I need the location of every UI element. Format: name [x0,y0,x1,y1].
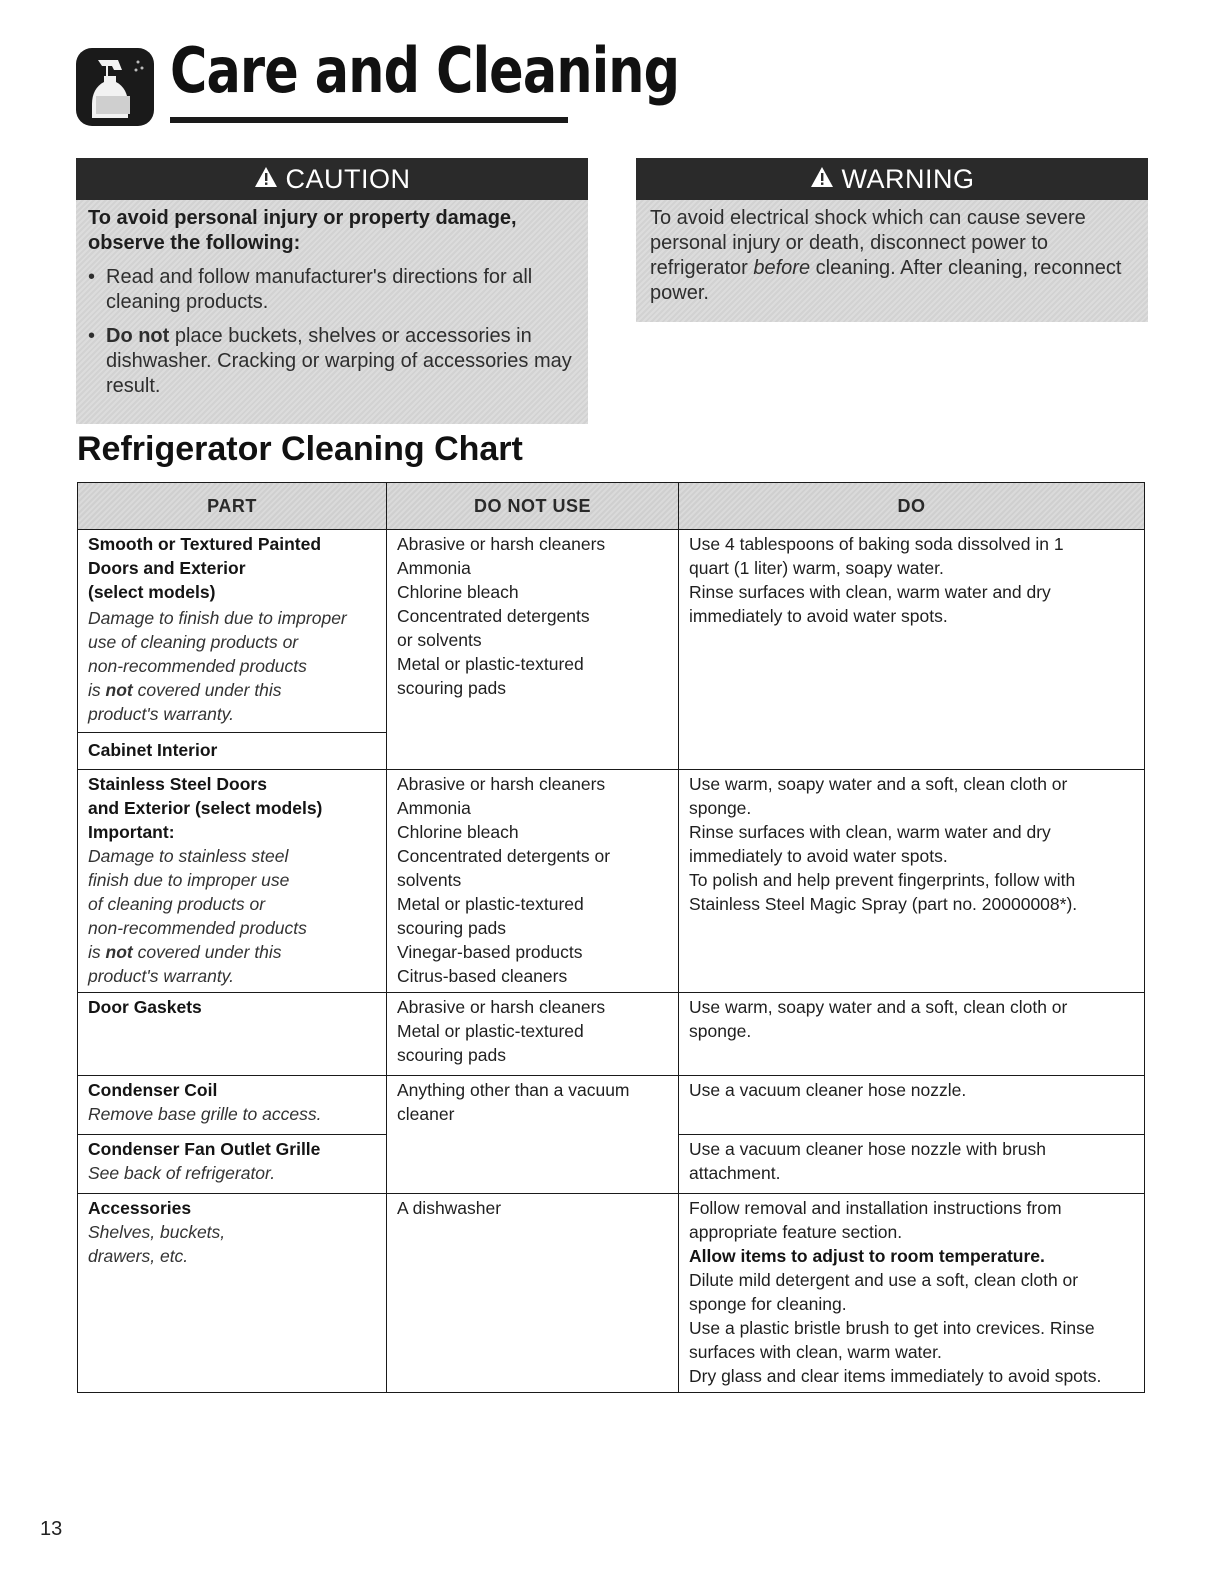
spray-bottle-icon [76,48,154,126]
table-row [78,530,1145,733]
cleaning-chart-table [77,482,1145,1393]
do-cell: Follow removal and installation instructions from appropriate feature section. Allow items to adjust to room temperature. Dilute mild detergent and use a soft, clean cloth or sponge for cleaning. Use a plastic bristle brush to get into crevices. Rinse surfaces with clean, warm water. Dry glass and clear items immediately to avoid spots. [679,1194,1145,1393]
do-cell: Use a vacuum cleaner hose nozzle with brush attachment. [679,1135,1145,1194]
part-cell: Condenser Fan Outlet Grille See back of refrigerator. [78,1135,387,1194]
caution-box [76,158,588,424]
do-cell: Use warm, soapy water and a soft, clean cloth or sponge. Rinse surfaces with clean, warm water and dry immediately to avoid water spots. To polish and help prevent fingerprints, follow with Stainless Steel Magic Spray (part no. 20000008*). [679,770,1145,993]
page-title: Care and Cleaning [170,34,680,107]
do-not-use-cell: Abrasive or harsh cleaners Metal or plastic-textured scouring pads [387,993,679,1076]
title-underline [170,117,568,123]
warning-title: WARNING [841,163,975,194]
part-cell: Smooth or Textured Painted Doors and Exterior (select models) Damage to finish due to improper use of cleaning products or non-recommended products is not covered under this product's warranty. [78,530,387,733]
caution-item: • Do not place buckets, shelves or accessories in dishwasher. Cracking or warping of accessories may result. [88,325,572,397]
warning-triangle-icon [810,164,834,195]
column-header-part: PART [78,483,387,530]
do-not-use-cell: A dishwasher [387,1194,679,1393]
table-row [78,770,1145,993]
warning-body: To avoid electrical shock which can cause severe personal injury or death, disconnect power to refrigerator before cleaning. After cleaning, reconnect power. [636,200,1148,322]
do-not-use-cell: Abrasive or harsh cleaners Ammonia Chlorine bleach Concentrated detergents or solvents Metal or plastic-textured scouring pads Vinegar-based products Citrus-based cleaners [387,770,679,993]
warning-box [636,158,1148,322]
table-row [78,993,1145,1076]
do-not-use-cell: Abrasive or harsh cleaners Ammonia Chlorine bleach Concentrated detergents or solvents Metal or plastic-textured scouring pads [387,530,679,770]
caution-title: CAUTION [285,163,411,194]
page-number: 13 [40,1518,63,1540]
part-cell: Stainless Steel Doors and Exterior (select models) Important: Damage to stainless steel finish due to improper use of cleaning products or non-recommended products is not covered under this product's warranty. [78,770,387,993]
do-cell: Use 4 tablespoons of baking soda dissolved in 1 quart (1 liter) warm, soapy water. Rinse surfaces with clean, warm water and dry immediately to avoid water spots. [679,530,1145,770]
warning-triangle-icon [254,164,278,195]
column-header-do-not-use: DO NOT USE [387,483,679,530]
do-cell: Use a vacuum cleaner hose nozzle. [679,1076,1145,1135]
caution-intro: To avoid personal injury or property damage, observe the following: [88,207,517,254]
part-cell: Door Gaskets [78,993,387,1076]
do-not-use-cell: Anything other than a vacuum cleaner [387,1076,679,1194]
do-cell: Use warm, soapy water and a soft, clean cloth or sponge. [679,993,1145,1076]
part-cell: Cabinet Interior [78,733,387,770]
table-row [78,1194,1145,1393]
chart-title: Refrigerator Cleaning Chart [77,430,523,468]
table-header-row [78,483,1145,530]
column-header-do: DO [679,483,1145,530]
part-cell: Condenser Coil Remove base grille to access. [78,1076,387,1135]
caution-body [76,200,588,424]
part-cell: Accessories Shelves, buckets, drawers, etc. [78,1194,387,1393]
caution-list [88,265,576,399]
caution-header [76,158,588,200]
table-row [78,1076,1145,1135]
caution-item: • Read and follow manufacturer's directions for all cleaning products. [88,266,533,313]
warning-header [636,158,1148,200]
